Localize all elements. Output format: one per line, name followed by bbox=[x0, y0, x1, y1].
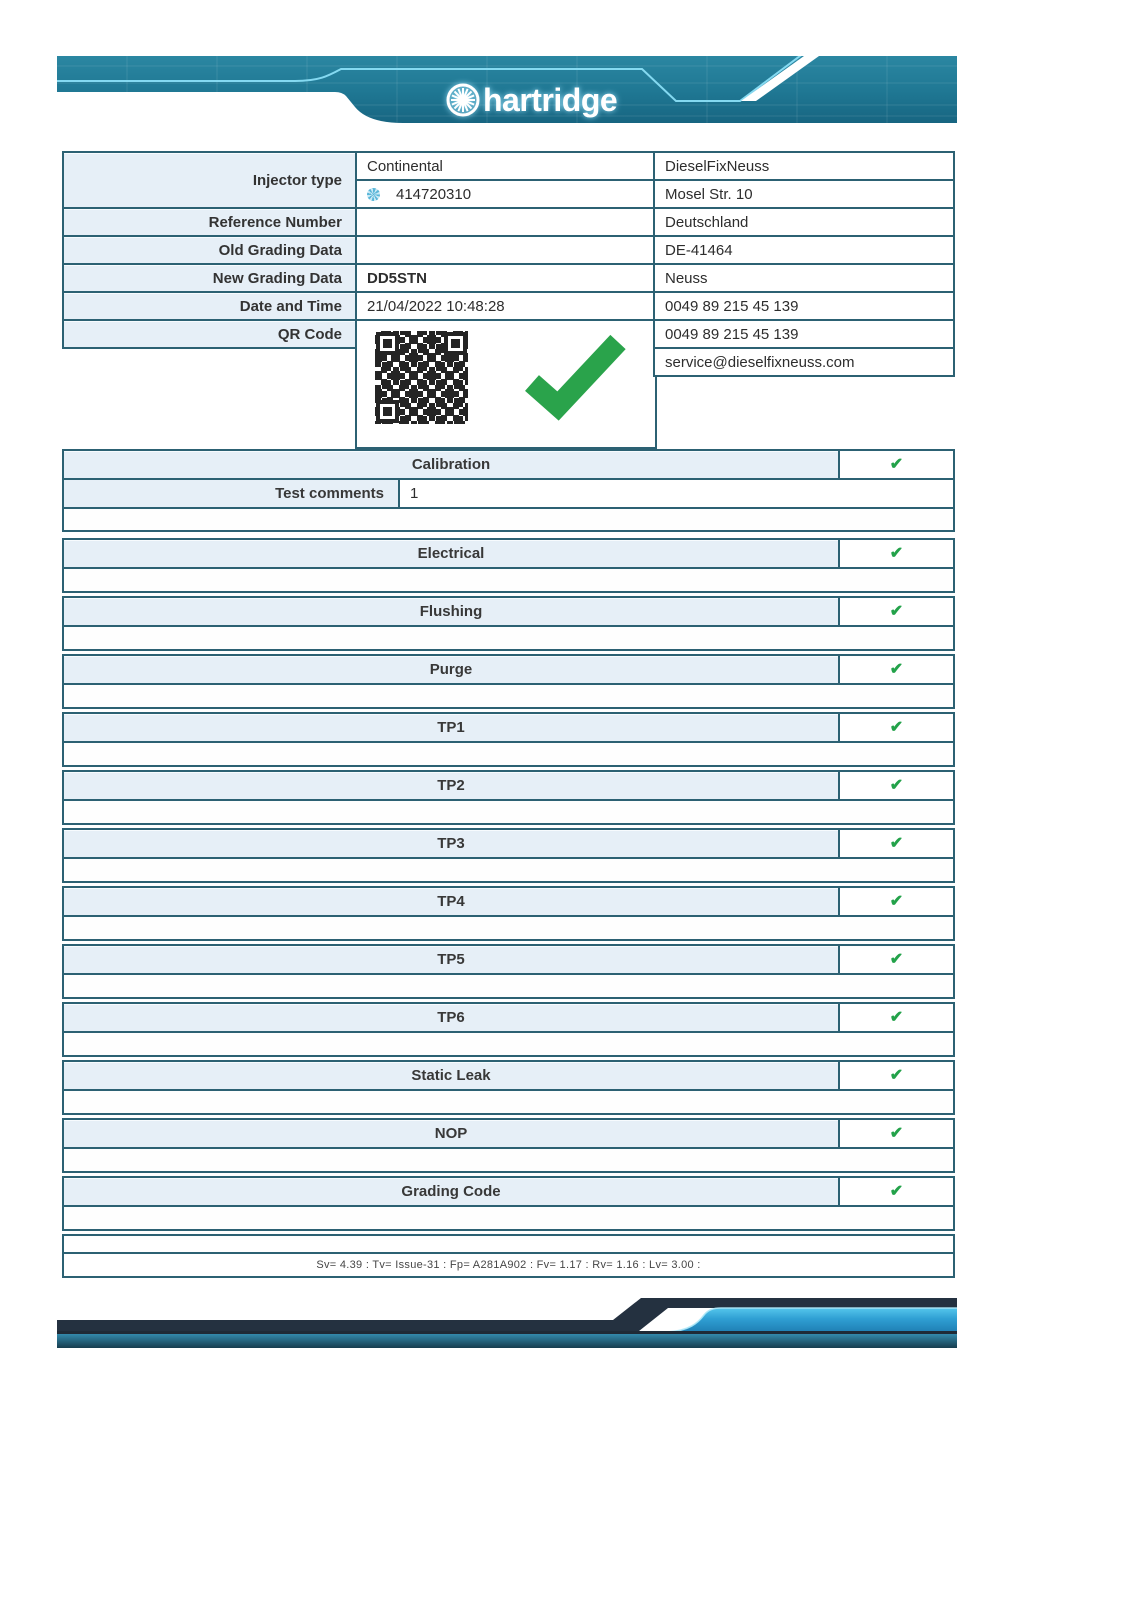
pass-check-icon: ✔ bbox=[889, 1124, 904, 1142]
pass-check-icon: ✔ bbox=[889, 718, 904, 736]
section-status-cell bbox=[838, 830, 953, 857]
section-label: TP3 bbox=[64, 830, 838, 857]
section-label: TP6 bbox=[64, 1004, 838, 1031]
section-tp3 bbox=[62, 828, 955, 883]
section-status-cell bbox=[838, 1062, 953, 1089]
workshop-name: DieselFixNeuss bbox=[653, 151, 955, 181]
qr-finder-icon bbox=[376, 400, 399, 423]
value-old-grading bbox=[355, 235, 657, 265]
section-status-cell bbox=[838, 946, 953, 973]
section-grading-code bbox=[62, 1176, 955, 1231]
section-detail-row bbox=[64, 569, 953, 591]
label-reference-number: Reference Number bbox=[62, 207, 357, 237]
label-new-grading: New Grading Data bbox=[62, 263, 357, 293]
workshop-street: Mosel Str. 10 bbox=[653, 179, 955, 209]
section-status-cell bbox=[838, 714, 953, 741]
section-label: TP4 bbox=[64, 888, 838, 915]
teal-base-band bbox=[57, 1334, 957, 1348]
standard-sections bbox=[62, 538, 955, 1231]
label-date-time: Date and Time bbox=[62, 291, 357, 321]
pass-check-icon: ✔ bbox=[889, 950, 904, 968]
section-status-cell bbox=[838, 540, 953, 567]
qr-code-cell bbox=[355, 319, 657, 449]
section-label: Calibration bbox=[64, 451, 838, 478]
hartridge-logo bbox=[448, 82, 617, 118]
section-detail-row bbox=[64, 917, 953, 939]
qr-finder-icon bbox=[444, 332, 467, 355]
section-purge bbox=[62, 654, 955, 709]
pass-check-icon: ✔ bbox=[889, 834, 904, 852]
header-banner-art bbox=[57, 50, 957, 130]
section-status-cell bbox=[838, 772, 953, 799]
section-status-cell bbox=[838, 1004, 953, 1031]
section-detail-row bbox=[64, 1091, 953, 1113]
value-new-grading: DD5STN bbox=[355, 263, 657, 293]
footer-empty-row bbox=[64, 1236, 953, 1254]
value-reference-number bbox=[355, 207, 657, 237]
section-detail-row bbox=[64, 1207, 953, 1229]
test-comments-label: Test comments bbox=[64, 480, 400, 507]
section-status-cell bbox=[838, 1178, 953, 1205]
section-label: Electrical bbox=[64, 540, 838, 567]
qr-finder-icon bbox=[376, 332, 399, 355]
pass-check-icon: ✔ bbox=[889, 455, 904, 473]
pass-check-icon: ✔ bbox=[889, 660, 904, 678]
pass-check-icon: ✔ bbox=[889, 1008, 904, 1026]
section-electrical bbox=[62, 538, 955, 593]
section-detail-row bbox=[64, 685, 953, 707]
value-part-number: 414720310 bbox=[355, 179, 657, 209]
bright-blue-band bbox=[667, 1308, 957, 1332]
section-tp2 bbox=[62, 770, 955, 825]
section-static-leak bbox=[62, 1060, 955, 1115]
workshop-postcode: DE-41464 bbox=[653, 235, 955, 265]
section-label: NOP bbox=[64, 1120, 838, 1147]
section-tp5 bbox=[62, 944, 955, 999]
pass-check-icon: ✔ bbox=[889, 892, 904, 910]
section-detail-row bbox=[64, 859, 953, 881]
pass-check-icon: ✔ bbox=[889, 776, 904, 794]
workshop-fax: 0049 89 215 45 139 bbox=[653, 319, 955, 349]
test-comments-row bbox=[64, 480, 953, 509]
section-tp4 bbox=[62, 886, 955, 941]
section-detail-row bbox=[64, 1033, 953, 1055]
section-status-cell bbox=[838, 598, 953, 625]
pass-check-icon: ✔ bbox=[889, 1182, 904, 1200]
workshop-city: Neuss bbox=[653, 263, 955, 293]
info-value-column bbox=[355, 151, 657, 449]
info-label-column bbox=[62, 151, 357, 349]
label-old-grading: Old Grading Data bbox=[62, 235, 357, 265]
section-detail-row bbox=[64, 627, 953, 649]
pass-check-icon: ✔ bbox=[889, 544, 904, 562]
section-calibration bbox=[62, 449, 955, 532]
section-label: Flushing bbox=[64, 598, 838, 625]
section-label: Static Leak bbox=[64, 1062, 838, 1089]
section-status-cell bbox=[838, 656, 953, 683]
version-footer bbox=[62, 1234, 955, 1278]
pass-check-icon: ✔ bbox=[889, 602, 904, 620]
section-nop bbox=[62, 1118, 955, 1173]
section-tp1 bbox=[62, 712, 955, 767]
turbine-wheel-icon bbox=[448, 85, 478, 115]
section-label: TP1 bbox=[64, 714, 838, 741]
section-label: Purge bbox=[64, 656, 838, 683]
workshop-column bbox=[653, 151, 955, 377]
part-number-icon bbox=[367, 188, 380, 201]
pass-check-icon: ✔ bbox=[889, 1066, 904, 1084]
footer-banner-art bbox=[57, 1294, 957, 1354]
test-comments-value: 1 bbox=[410, 485, 419, 502]
value-date-time: 21/04/2022 10:48:28 bbox=[355, 291, 657, 321]
label-injector-type: Injector type bbox=[62, 151, 357, 209]
footer-banner bbox=[57, 1294, 957, 1354]
logo-text: hartridge bbox=[483, 82, 618, 118]
qr-pass-check-icon bbox=[520, 333, 632, 421]
section-detail-row bbox=[64, 975, 953, 997]
workshop-country: Deutschland bbox=[653, 207, 955, 237]
section-label: TP5 bbox=[64, 946, 838, 973]
section-detail-row bbox=[64, 743, 953, 765]
test-results-list bbox=[62, 449, 955, 1278]
section-status-cell bbox=[838, 888, 953, 915]
section-detail-row bbox=[64, 1149, 953, 1171]
section-detail-row bbox=[64, 509, 953, 530]
section-label: Grading Code bbox=[64, 1178, 838, 1205]
section-flushing bbox=[62, 596, 955, 651]
workshop-email: service@dieselfixneuss.com bbox=[653, 347, 955, 377]
qr-code-image bbox=[375, 331, 468, 424]
section-tp6 bbox=[62, 1002, 955, 1057]
section-status-cell bbox=[838, 1120, 953, 1147]
workshop-phone: 0049 89 215 45 139 bbox=[653, 291, 955, 321]
value-injector-make: Continental bbox=[355, 151, 657, 181]
version-line: Sv= 4.39 : Tv= Issue-31 : Fp= A281A902 : Fv= 1.17 : Rv= 1.16 : Lv= 3.00 : bbox=[316, 1259, 701, 1271]
section-status-cell bbox=[838, 451, 953, 478]
label-qr-code: QR Code bbox=[62, 319, 357, 349]
section-detail-row bbox=[64, 801, 953, 823]
section-label: TP2 bbox=[64, 772, 838, 799]
header-banner bbox=[57, 50, 957, 130]
